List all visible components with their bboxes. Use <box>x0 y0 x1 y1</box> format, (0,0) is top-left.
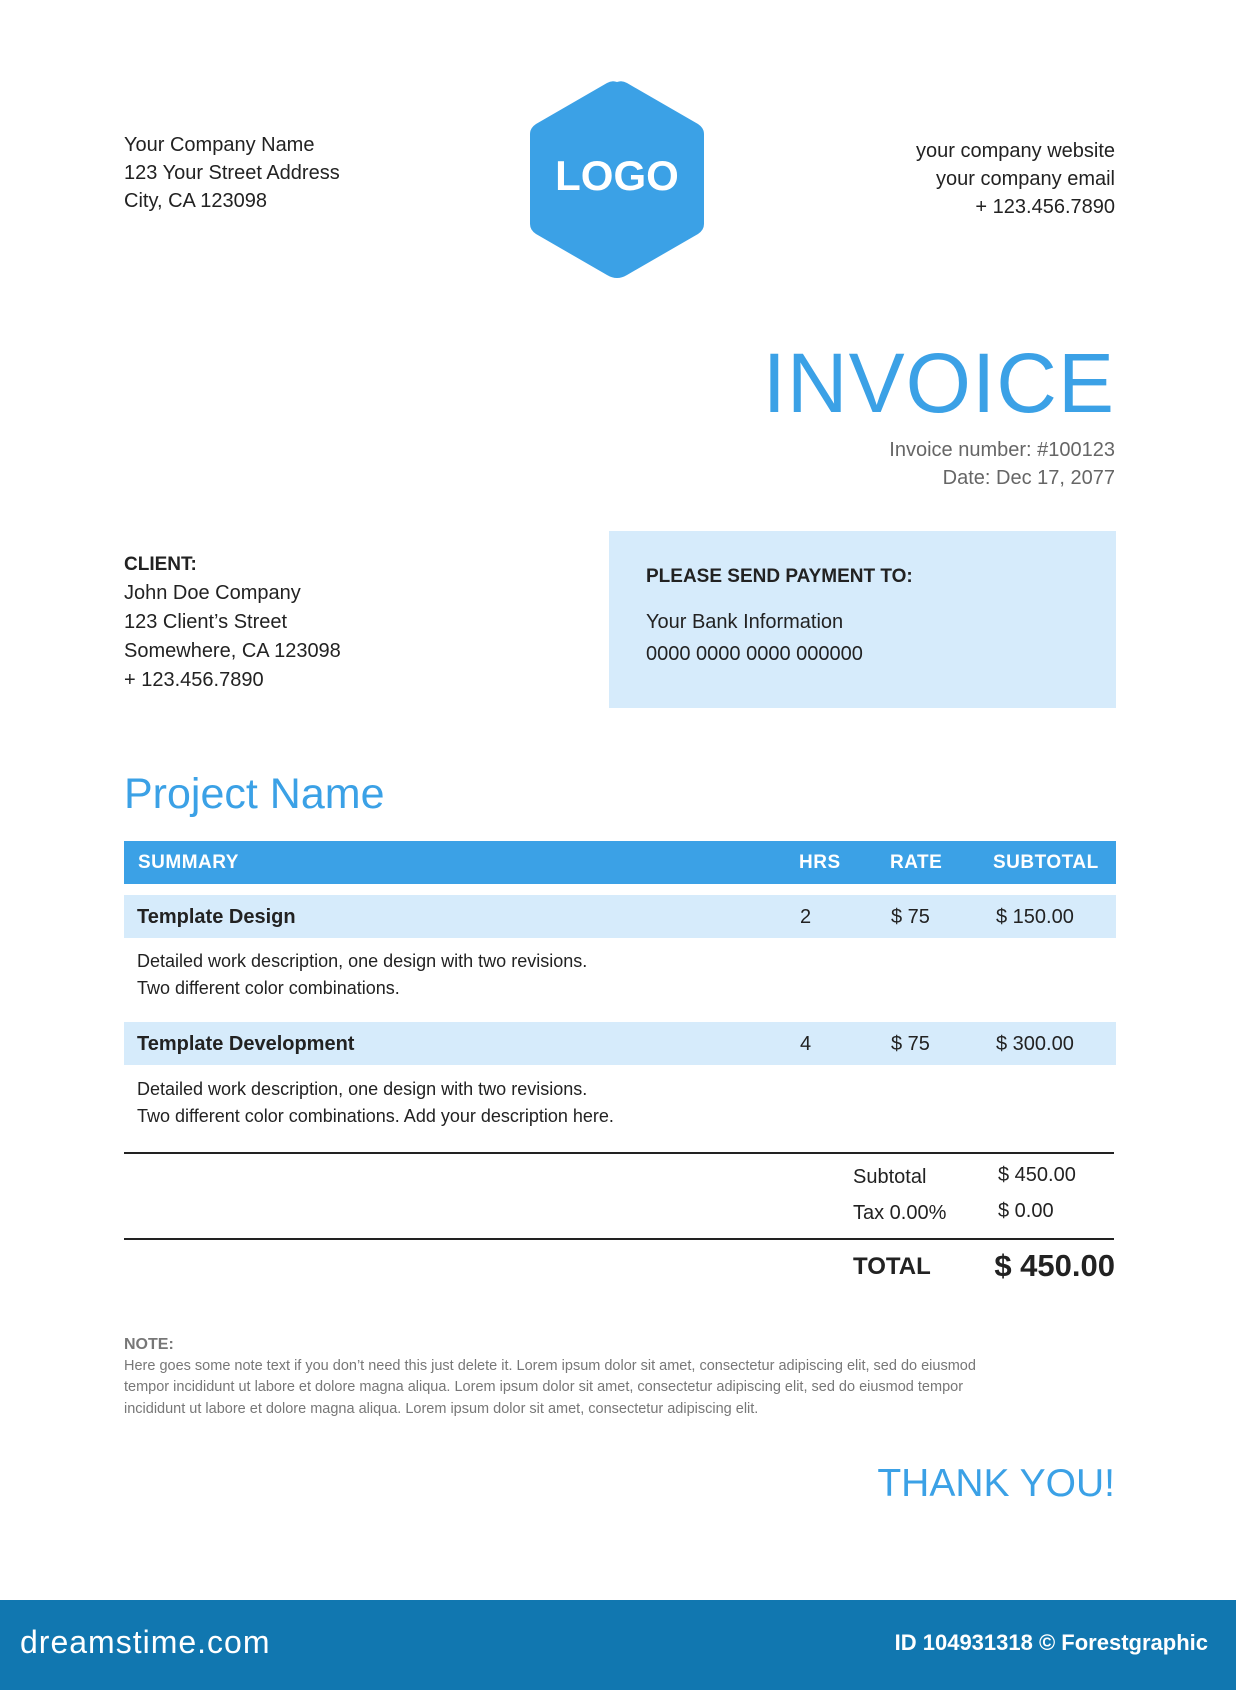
header-hrs: HRS <box>799 852 841 873</box>
header-summary: SUMMARY <box>138 852 239 873</box>
company-phone: + 123.456.7890 <box>975 196 1115 218</box>
footer-brand: dreamstime.com <box>20 1624 271 1660</box>
bank-info: Your Bank Information <box>646 611 844 633</box>
company-address: 123 Your Street Address <box>124 162 340 184</box>
divider <box>124 1238 1114 1240</box>
total-value: $ 450.00 <box>994 1248 1115 1283</box>
invoice-number: Invoice number: #100123 <box>889 439 1115 461</box>
total-label: TOTAL <box>853 1253 931 1280</box>
item-rate: $ 75 <box>891 906 930 928</box>
logo-text: LOGO <box>555 152 679 199</box>
client-block <box>124 550 341 695</box>
table-header <box>124 841 1116 884</box>
note-line: tempor incididunt ut labore et dolore magna aliqua. Lorem ipsum dolor sit amet, consectetur adipiscing elit, sed do eiusmod tempor <box>124 1379 964 1395</box>
thank-you: THANK YOU! <box>877 1462 1115 1505</box>
note-line: Here goes some note text if you don’t need this just delete it. Lorem ipsum dolor sit amet, consectetur adipiscing elit, sed do eiusmod <box>124 1357 976 1374</box>
subtotal-label: Subtotal <box>853 1166 927 1188</box>
item-rate: $ 75 <box>891 1033 930 1055</box>
client-label: CLIENT: <box>124 554 197 575</box>
header-rate: RATE <box>890 852 943 873</box>
item-title: Template Development <box>137 1033 355 1055</box>
company-name: Your Company Name <box>124 134 315 156</box>
desc-line: Detailed work description, one design with two revisions. <box>137 951 588 971</box>
invoice-title: INVOICE <box>762 336 1115 430</box>
client-street: 123 Client’s Street <box>124 611 288 633</box>
desc-line: Detailed work description, one design with two revisions. <box>137 1079 588 1099</box>
tax-value: $ 0.00 <box>998 1200 1054 1222</box>
desc-line: Two different color combinations. <box>137 978 400 998</box>
table-row <box>124 895 1116 938</box>
item-description <box>137 948 587 1002</box>
note-line: incididunt ut labore et dolore magna aliqua. Lorem ipsum dolor sit amet, consectetur adipiscing elit. <box>124 1400 759 1417</box>
note <box>124 1334 976 1420</box>
footer-credit: ID 104931318 © Forestgraphic <box>894 1630 1208 1655</box>
item-title: Template Design <box>137 906 296 928</box>
footer-bar <box>0 1600 1236 1690</box>
company-website: your company website <box>916 140 1115 162</box>
table-row <box>124 1022 1116 1065</box>
client-name: John Doe Company <box>124 582 301 604</box>
bank-account: 0000 0000 0000 000000 <box>646 643 863 665</box>
note-label: NOTE: <box>124 1336 174 1353</box>
subtotal-value: $ 450.00 <box>998 1164 1076 1186</box>
payment-box <box>609 531 1116 708</box>
header-subtotal: SUBTOTAL <box>993 852 1099 873</box>
item-subtotal: $ 150.00 <box>996 906 1074 928</box>
item-description <box>137 1076 614 1130</box>
client-phone: + 123.456.7890 <box>124 669 264 691</box>
divider <box>124 1152 1114 1154</box>
item-hrs: 2 <box>800 906 812 928</box>
client-city: Somewhere, CA 123098 <box>124 640 341 662</box>
tax-label: Tax 0.00% <box>853 1202 947 1224</box>
item-hrs: 4 <box>800 1033 812 1055</box>
item-subtotal: $ 300.00 <box>996 1033 1074 1055</box>
project-name: Project Name <box>124 770 385 818</box>
company-email: your company email <box>936 168 1115 190</box>
company-block <box>124 131 340 215</box>
company-city: City, CA 123098 <box>124 190 268 212</box>
invoice-date: Date: Dec 17, 2077 <box>942 467 1115 489</box>
contact-block <box>916 137 1115 221</box>
desc-line: Two different color combinations. Add your description here. <box>137 1106 614 1126</box>
logo <box>528 78 706 280</box>
invoice-meta <box>889 436 1115 492</box>
payment-title: PLEASE SEND PAYMENT TO: <box>646 566 913 587</box>
